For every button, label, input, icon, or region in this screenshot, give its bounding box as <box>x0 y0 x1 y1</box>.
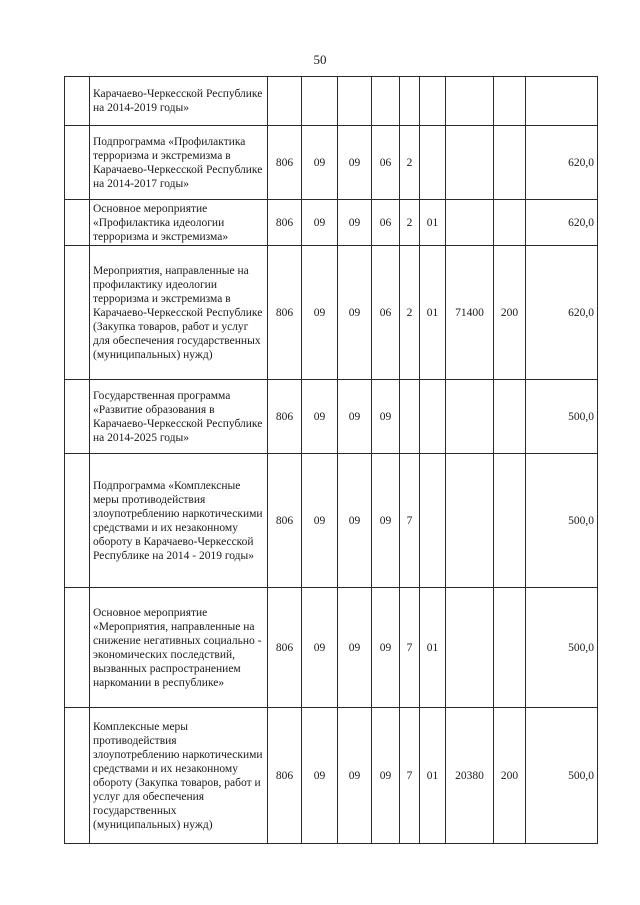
code-expense-type <box>494 126 526 200</box>
spacer-cell <box>65 380 90 454</box>
code-program: 06 <box>372 246 400 380</box>
code-subsection: 09 <box>338 200 372 246</box>
row-name: Основное мероприятие «Профилактика идеологии терроризма и экстремизма» <box>90 200 268 246</box>
spacer-cell <box>65 200 90 246</box>
code-program: 09 <box>372 708 400 844</box>
code-subprogram: 7 <box>400 454 420 588</box>
spacer-cell <box>65 708 90 844</box>
row-name: Государственная программа «Развитие образования в Карачаево-Черкесской Республике на 2014-2025 годы» <box>90 380 268 454</box>
code-section <box>302 77 338 126</box>
code-direction <box>446 77 494 126</box>
amount: 620,0 <box>526 200 598 246</box>
code-subsection: 09 <box>338 588 372 708</box>
code-ministry <box>268 77 302 126</box>
code-expense-type: 200 <box>494 246 526 380</box>
code-subprogram: 2 <box>400 200 420 246</box>
amount: 500,0 <box>526 380 598 454</box>
code-direction: 71400 <box>446 246 494 380</box>
code-expense-type: 200 <box>494 708 526 844</box>
code-ministry: 806 <box>268 588 302 708</box>
code-subprogram <box>400 77 420 126</box>
code-section: 09 <box>302 246 338 380</box>
page-number: 50 <box>313 52 327 67</box>
code-section: 09 <box>302 588 338 708</box>
code-ministry: 806 <box>268 246 302 380</box>
code-direction <box>446 200 494 246</box>
code-main-event: 01 <box>420 200 446 246</box>
code-section: 09 <box>302 126 338 200</box>
code-subprogram: 2 <box>400 126 420 200</box>
code-subsection: 09 <box>338 708 372 844</box>
code-section: 09 <box>302 200 338 246</box>
code-expense-type <box>494 380 526 454</box>
code-subsection: 09 <box>338 246 372 380</box>
code-subprogram: 7 <box>400 588 420 708</box>
code-direction <box>446 126 494 200</box>
table-row <box>65 246 598 380</box>
table-row <box>65 588 598 708</box>
code-expense-type <box>494 454 526 588</box>
code-direction <box>446 588 494 708</box>
table-row <box>65 454 598 588</box>
table-row <box>65 77 598 126</box>
code-program: 09 <box>372 588 400 708</box>
amount: 500,0 <box>526 588 598 708</box>
code-subsection: 09 <box>338 126 372 200</box>
code-ministry: 806 <box>268 708 302 844</box>
spacer-cell <box>65 126 90 200</box>
spacer-cell <box>65 588 90 708</box>
code-program: 06 <box>372 200 400 246</box>
row-name: Карачаево-Черкесской Республике на 2014-2019 годы» <box>90 77 268 126</box>
code-main-event <box>420 454 446 588</box>
amount: 500,0 <box>526 454 598 588</box>
row-name: Основное мероприятие «Мероприятия, направленные на снижение негативных социально - экономических последствий, вызванных распространением наркомании в республике» <box>90 588 268 708</box>
code-direction <box>446 380 494 454</box>
code-section: 09 <box>302 454 338 588</box>
code-direction <box>446 454 494 588</box>
code-expense-type <box>494 588 526 708</box>
code-program: 06 <box>372 126 400 200</box>
code-subprogram <box>400 380 420 454</box>
code-subsection <box>338 77 372 126</box>
table-row <box>65 126 598 200</box>
amount: 500,0 <box>526 708 598 844</box>
row-name: Подпрограмма «Комплексные меры противодействия злоупотреблению наркотическими средствами и их незаконному обороту в Карачаево-Черкесской Республике на 2014 - 2019 годы» <box>90 454 268 588</box>
code-program <box>372 77 400 126</box>
code-direction: 20380 <box>446 708 494 844</box>
code-ministry: 806 <box>268 200 302 246</box>
code-main-event: 01 <box>420 588 446 708</box>
code-ministry: 806 <box>268 126 302 200</box>
row-name: Подпрограмма «Профилактика терроризма и экстремизма в Карачаево-Черкесской Республике на 2014-2017 годы» <box>90 126 268 200</box>
spacer-cell <box>65 454 90 588</box>
amount <box>526 77 598 126</box>
code-main-event <box>420 77 446 126</box>
code-section: 09 <box>302 380 338 454</box>
code-main-event: 01 <box>420 246 446 380</box>
code-subsection: 09 <box>338 454 372 588</box>
code-ministry: 806 <box>268 380 302 454</box>
code-ministry: 806 <box>268 454 302 588</box>
code-expense-type <box>494 77 526 126</box>
code-main-event <box>420 380 446 454</box>
table-row <box>65 380 598 454</box>
code-program: 09 <box>372 454 400 588</box>
budget-table <box>64 76 598 844</box>
code-program: 09 <box>372 380 400 454</box>
spacer-cell <box>65 77 90 126</box>
code-section: 09 <box>302 708 338 844</box>
code-main-event <box>420 126 446 200</box>
spacer-cell <box>65 246 90 380</box>
row-name: Комплексные меры противодействия злоупотреблению наркотическими средствами и их незаконному обороту (Закупка товаров, работ и услуг для обеспечения государственных (муниципальных) нужд) <box>90 708 268 844</box>
table-row <box>65 708 598 844</box>
code-main-event: 01 <box>420 708 446 844</box>
code-subsection: 09 <box>338 380 372 454</box>
table-row <box>65 200 598 246</box>
code-expense-type <box>494 200 526 246</box>
amount: 620,0 <box>526 126 598 200</box>
amount: 620,0 <box>526 246 598 380</box>
code-subprogram: 7 <box>400 708 420 844</box>
row-name: Мероприятия, направленные на профилактику идеологии терроризма и экстремизма в Карачаево-Черкесской Республике (Закупка товаров, работ и услуг для обеспечения государственных (муниципальных) нужд) <box>90 246 268 380</box>
code-subprogram: 2 <box>400 246 420 380</box>
